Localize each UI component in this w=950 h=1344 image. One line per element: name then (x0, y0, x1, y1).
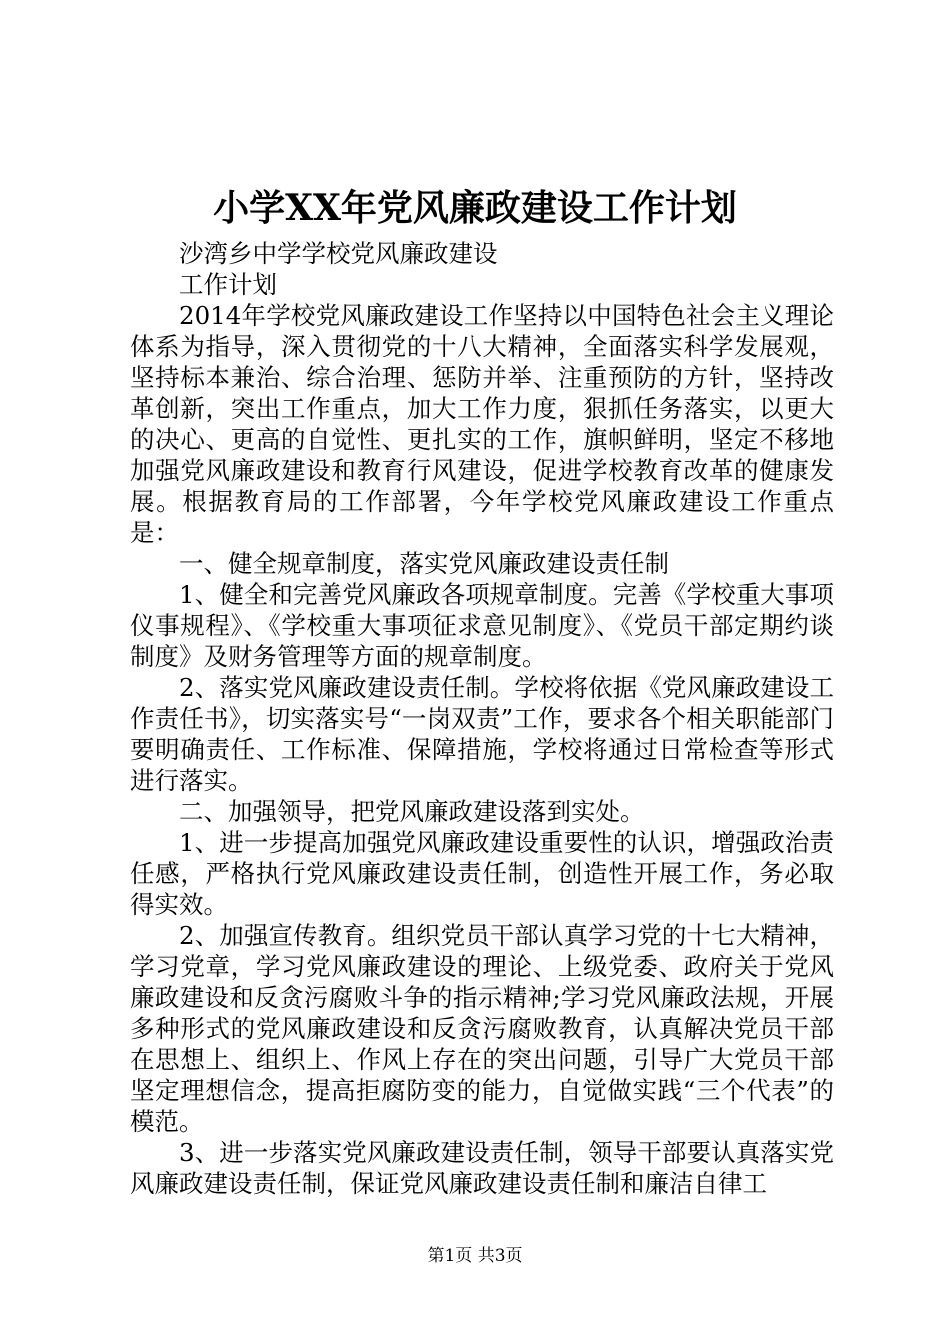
paragraph-school-name: 沙湾乡中学学校党风廉政建设 (179, 239, 498, 268)
section-heading-1: 一、健全规章制度，落实党风廉政建设责任制 (179, 549, 669, 578)
paragraph-intro: 2014年学校党风廉政建设工作坚持以中国特色社会主义理论体系为指导，深入贯彻党的十八大精神，全面落实科学发展观，坚持标本兼治、综合治理、惩防并举、注重预防的方针，坚持改革创新，突出工作重点，加大工作力度，狠抓任务落实，以更大的决心、更高的自觉性、更扎实的工作，旗帜鲜明，坚定不移地加强党风廉政建设和教育行风建设，促进学校教育改革的健康发展。根据教育局的工作部署，今年学校党风廉政建设工作重点是： (130, 301, 834, 547)
document-title: 小学XX年党风廉政建设工作计划 (213, 187, 737, 229)
paragraph-item: 2、加强宣传教育。组织党员干部认真学习党的十七大精神，学习党章，学习党风廉政建设的理论、上级党委、政府关于党风廉政建设和反贪污腐败斗争的指示精神;学习党风廉政法规，开展多种形式的党风廉政建设和反贪污腐败教育，认真解决党员干部在思想上、组织上、作风上存在的突出问题，引导广大党员干部坚定理想信念，提高拒腐防变的能力，自觉做实践“三个代表”的模范。 (130, 921, 834, 1136)
paragraph-item: 1、进一步提高加强党风廉政建设重要性的认识，增强政治责任感，严格执行党风廉政建设责任制，创造性开展工作，务必取得实效。 (130, 828, 834, 919)
paragraph-subtitle: 工作计划 (179, 270, 277, 299)
paragraph-item: 2、落实党风廉政建设责任制。学校将依据《党风廉政建设工作责任书》，切实落实号“一岗双责”工作，要求各个相关职能部门要明确责任、工作标准、保障措施，学校将通过日常检查等形式进行落实。 (130, 673, 834, 795)
section-heading-2: 二、加强领导，把党风廉政建设落到实处。 (179, 797, 645, 826)
page-footer: 第1页 共3页 (427, 1246, 523, 1266)
paragraph-item: 3、进一步落实党风廉政建设责任制，领导干部要认真落实党风廉政建设责任制，保证党风廉政建设责任制和廉洁自律工 (130, 1138, 834, 1198)
paragraph-item: 1、健全和完善党风廉政各项规章制度。完善《学校重大事项仪事规程》、《学校重大事项征求意见制度》、《党员干部定期约谈制度》及财务管理等方面的规章制度。 (130, 580, 834, 671)
document-body (130, 238, 834, 1199)
